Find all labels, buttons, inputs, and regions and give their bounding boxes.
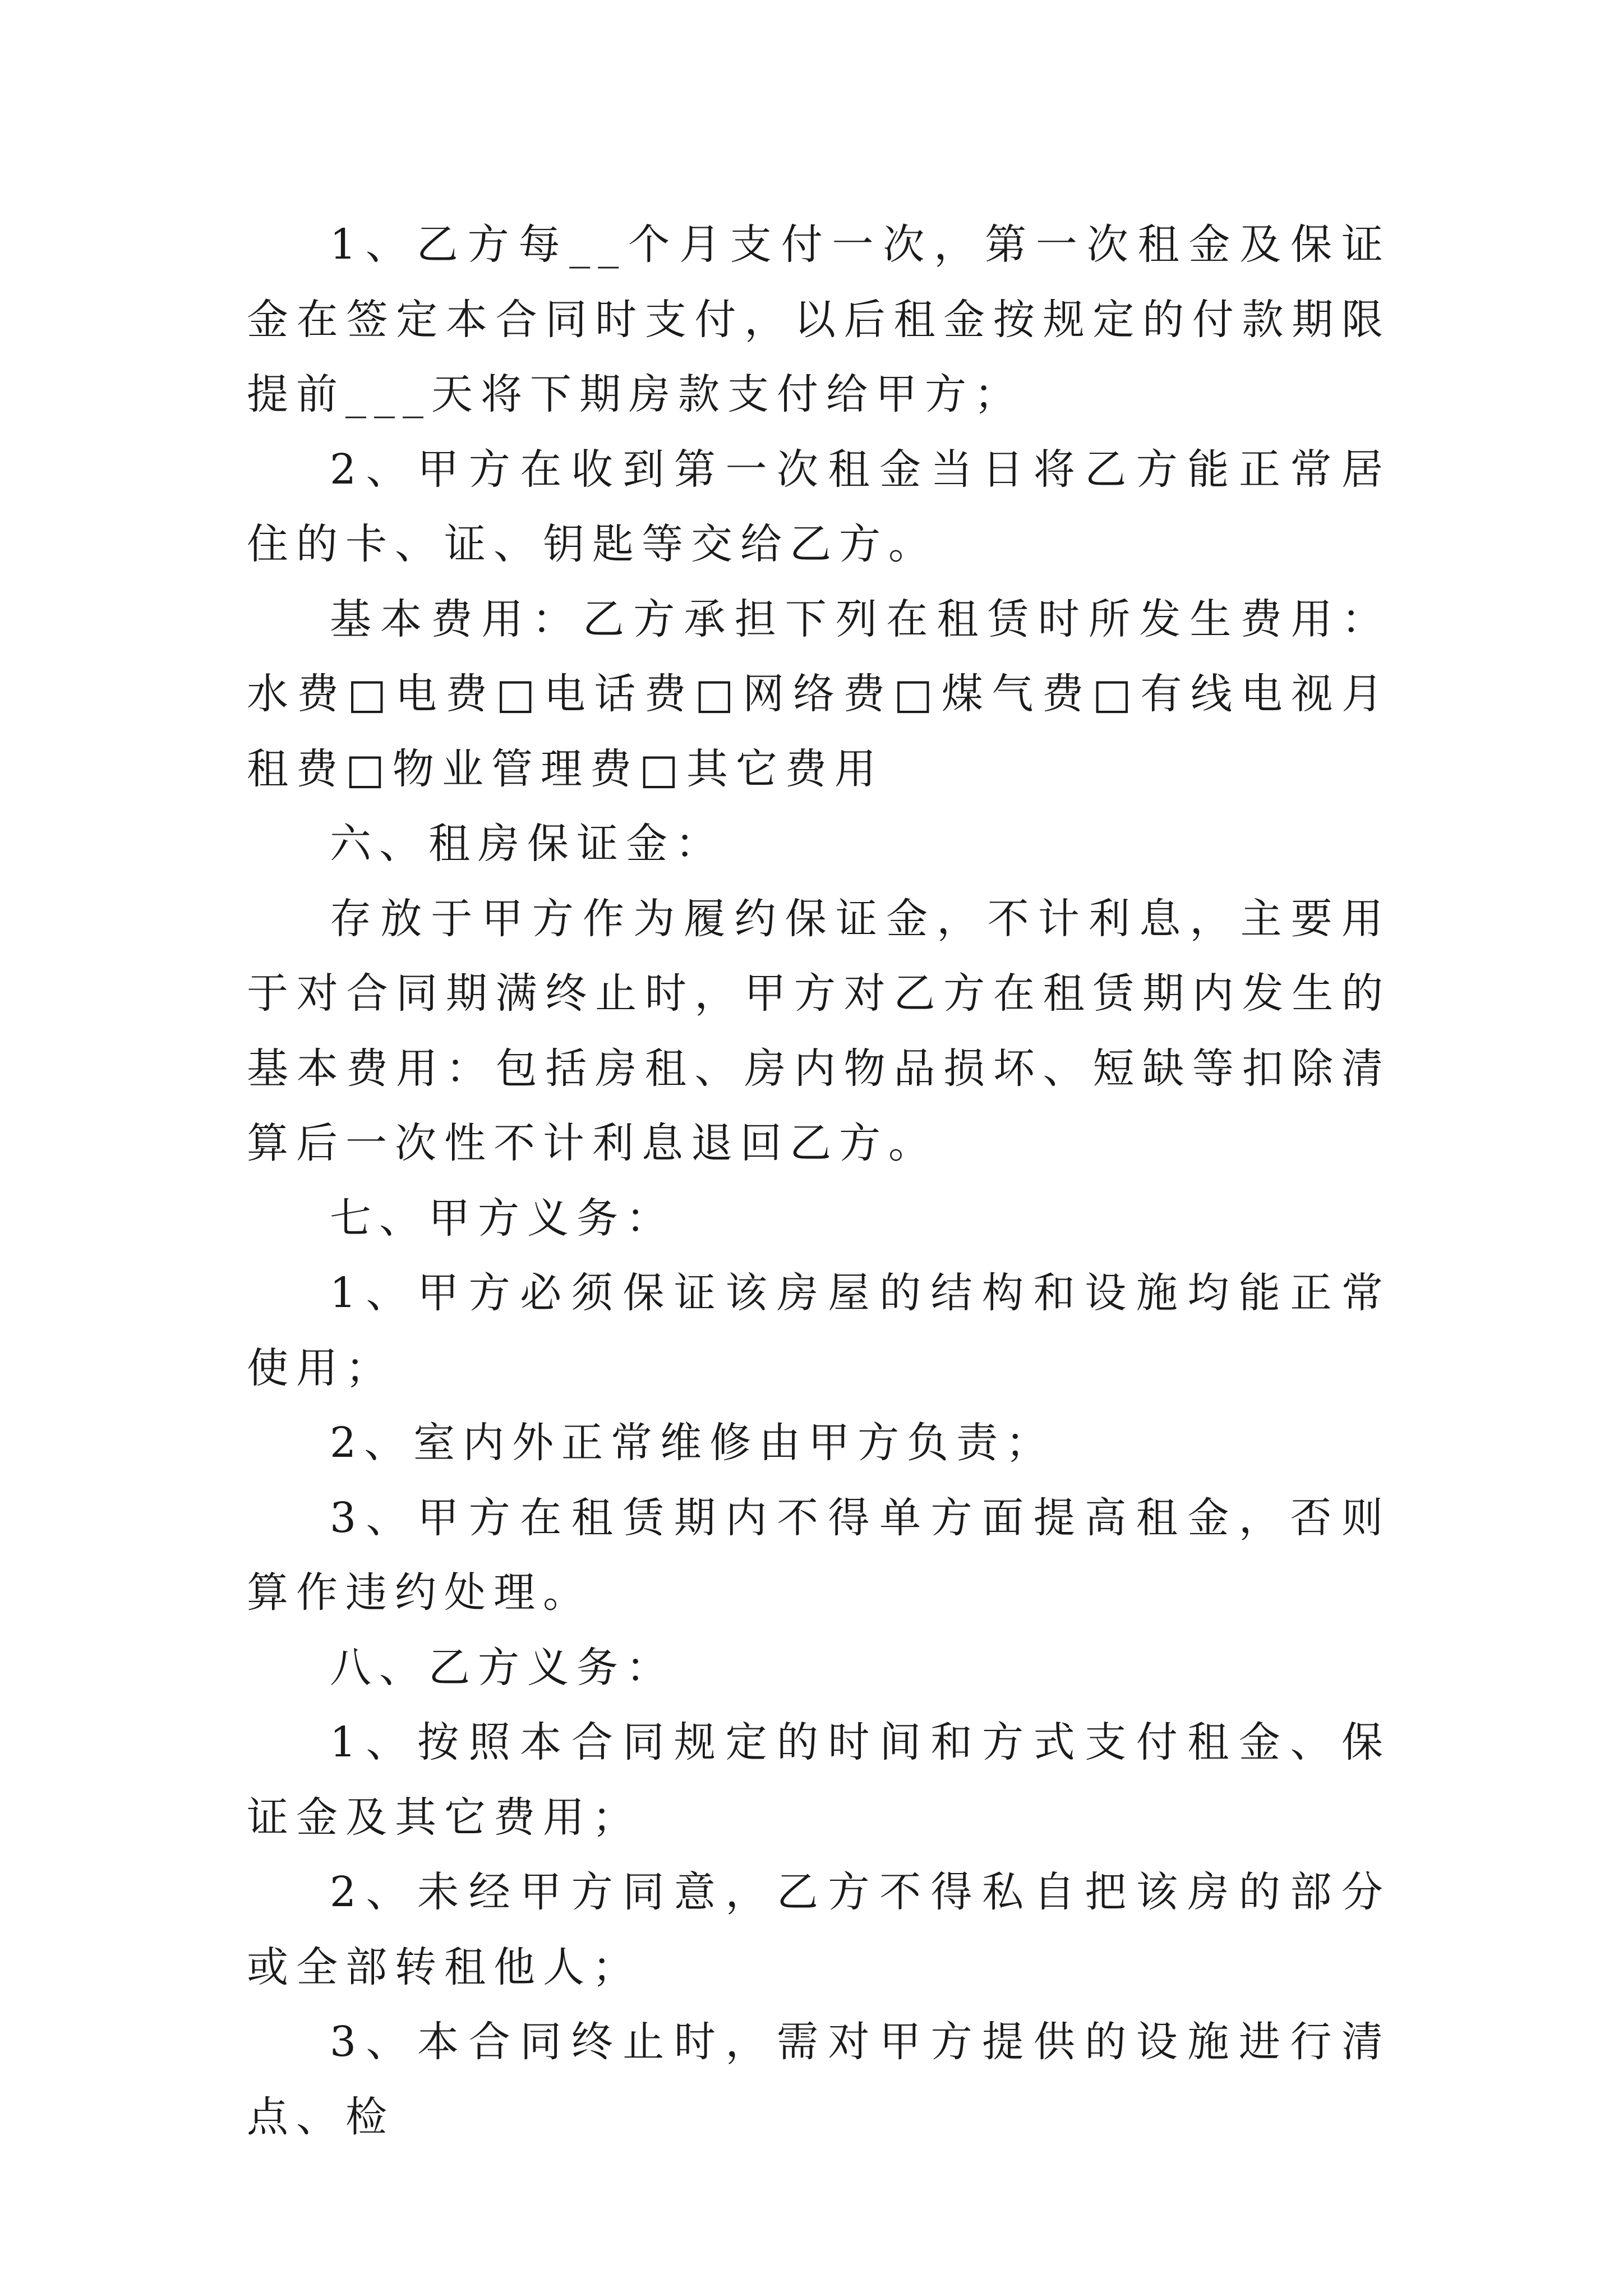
paragraph-party-a-duty-1: 1、甲方必须保证该房屋的结构和设施均能正常使用；: [247, 1269, 1391, 1392]
paragraph-party-b-duty-3: 3、本合同终止时，需对甲方提供的设施进行清点、检: [247, 2018, 1391, 2141]
section-heading-party-a-duties: 七、甲方义务：: [330, 1194, 675, 1243]
paragraph-deposit-terms: 存放于甲方作为履约保证金，不计利息，主要用于对合同期满终止时，甲方对乙方在租赁期内发生的基本费用：包括房租、房内物品损坏、短缺等扣除清算后一次性不计利息退回乙方。: [247, 894, 1391, 1167]
paragraph-party-a-duty-2: 2、室内外正常维修由甲方负责；: [330, 1419, 1055, 1467]
paragraph-payment-schedule: 1、乙方每__个月支付一次，第一次租金及保证金在签定本合同时支付，以后租金按规定的付款期限提前___天将下期房款支付给甲方；: [247, 220, 1391, 418]
paragraph-key-handover: 2、甲方在收到第一次租金当日将乙方能正常居住的卡、证、钥匙等交给乙方。: [247, 445, 1391, 568]
paragraph-party-b-duty-2: 2、未经甲方同意，乙方不得私自把该房的部分或全部转租他人；: [247, 1868, 1391, 1991]
document-body: [247, 208, 1391, 2155]
paragraph-party-b-duty-1: 1、按照本合同规定的时间和方式支付租金、保证金及其它费用；: [247, 1718, 1391, 1842]
section-heading-party-b-duties: 八、乙方义务：: [330, 1643, 675, 1692]
paragraph-basic-fees: 基本费用：乙方承担下列在租赁时所发生费用：水费□电费□电话费□网络费□煤气费□有线电视月租费□物业管理费□其它费用: [247, 595, 1391, 793]
section-heading-deposit: 六、租房保证金：: [330, 820, 725, 868]
paragraph-party-a-duty-3: 3、甲方在租赁期内不得单方面提高租金，否则算作违约处理。: [247, 1493, 1391, 1617]
